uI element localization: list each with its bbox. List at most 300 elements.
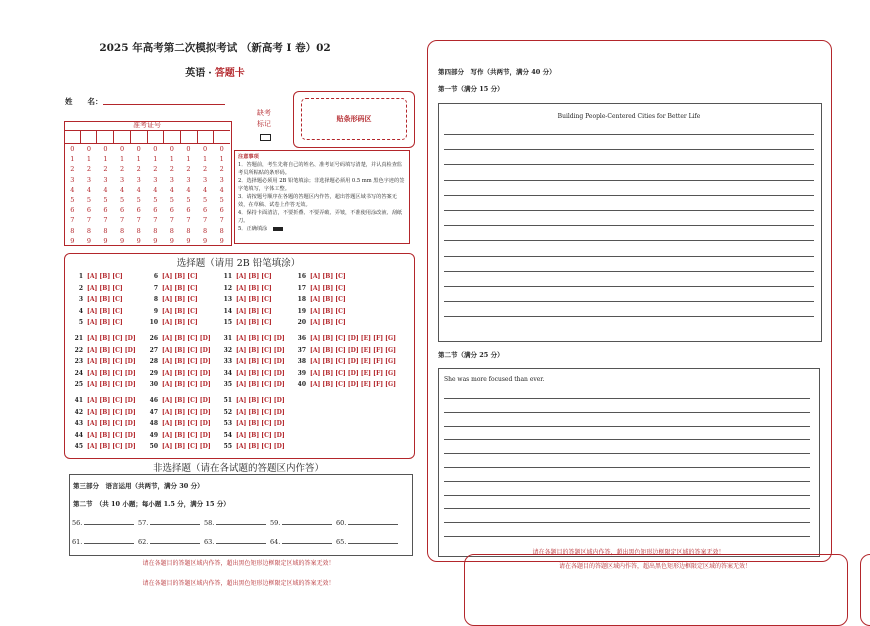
digit-option[interactable]: 5 <box>219 196 224 205</box>
answer-options[interactable]: [A] [B] [C] [D] [E] [F] [G] <box>310 335 396 342</box>
blank-line[interactable] <box>84 524 134 525</box>
digit-option[interactable]: 9 <box>86 236 91 245</box>
answer-options[interactable]: [A] [B] [C] <box>87 284 123 292</box>
mcq-question-35[interactable] <box>222 381 285 388</box>
digit-option[interactable]: 4 <box>153 185 158 194</box>
barcode-area: 贴条形码区 <box>301 98 407 140</box>
answer-options[interactable]: [A] [B] [C] <box>87 319 123 327</box>
answer-options[interactable]: [A] [B] [C] <box>162 273 198 280</box>
blank-answer-field[interactable] <box>138 519 200 527</box>
absent-mark-box[interactable] <box>260 134 271 141</box>
mcq-question-34[interactable] <box>222 370 285 377</box>
mcq-question-42[interactable] <box>73 409 136 416</box>
blank-line[interactable] <box>282 524 332 525</box>
digit-option[interactable]: 0 <box>153 145 158 153</box>
digit-option[interactable]: 8 <box>70 226 75 235</box>
answer-options[interactable]: [A] [B] [C] [D] <box>87 443 136 451</box>
mcq-question-22[interactable] <box>73 347 136 354</box>
blank-answer-field[interactable] <box>138 538 200 546</box>
answer-options[interactable]: [A] [B] [C] <box>310 296 346 304</box>
digit-option[interactable]: 2 <box>202 165 208 174</box>
digit-option[interactable]: 1 <box>169 155 174 164</box>
digit-option[interactable]: 7 <box>169 216 174 225</box>
digit-option[interactable]: 0 <box>120 145 125 153</box>
blank-line[interactable] <box>150 524 200 525</box>
blank-line[interactable] <box>216 524 266 525</box>
digit-option[interactable]: 6 <box>169 206 174 215</box>
mcq-question-55[interactable] <box>222 443 285 450</box>
answer-options[interactable]: [A] [B] [C] [D] [E] [F] [G] <box>310 369 396 377</box>
question-number: 31 <box>223 335 232 342</box>
answer-options[interactable]: [A] [B] [C] <box>87 273 123 280</box>
digit-option[interactable]: 5 <box>86 196 91 205</box>
writing-line[interactable] <box>444 149 814 150</box>
digit-option[interactable]: 0 <box>202 145 208 153</box>
question-number: 38 <box>297 358 306 366</box>
digit-option[interactable]: 7 <box>120 216 125 225</box>
digit-option[interactable]: 4 <box>120 185 125 194</box>
digit-option[interactable]: 2 <box>70 165 75 174</box>
answer-options[interactable]: [A] [B] [C] [D] <box>236 346 285 354</box>
digit-option[interactable]: 8 <box>202 226 208 235</box>
answer-options[interactable]: [A] [B] [C] <box>310 273 346 280</box>
digit-option[interactable]: 8 <box>219 226 224 235</box>
mcq-question-50[interactable] <box>148 443 211 450</box>
digit-column[interactable] <box>130 144 147 246</box>
digit-option[interactable]: 9 <box>153 236 158 245</box>
mcq-question-51[interactable] <box>222 397 285 404</box>
digit-option[interactable]: 3 <box>169 175 174 184</box>
mcq-question-3[interactable] <box>73 296 123 303</box>
digit-option[interactable]: 8 <box>186 226 191 235</box>
blank-number: 63. <box>204 538 215 546</box>
mcq-question-43[interactable] <box>73 420 136 427</box>
digit-option[interactable]: 4 <box>219 185 224 194</box>
digit-option[interactable]: 3 <box>219 175 224 184</box>
digit-option[interactable]: 3 <box>120 175 125 184</box>
question-number: 45 <box>74 443 83 451</box>
answer-options[interactable]: [A] [B] [C] <box>162 319 198 327</box>
mcq-question-33[interactable] <box>222 358 285 365</box>
blank-number: 58. <box>204 519 215 527</box>
question-number: 52 <box>223 408 232 416</box>
answer-options[interactable]: [A] [B] [C] [D] <box>162 369 211 377</box>
answer-options[interactable]: [A] [B] [C] <box>310 307 346 315</box>
writing-line[interactable] <box>444 210 814 211</box>
digit-option[interactable]: 4 <box>70 185 75 194</box>
digit-option[interactable]: 3 <box>202 175 208 184</box>
mcq-question-9[interactable] <box>148 308 198 315</box>
answer-options[interactable]: [A] [B] [C] [D] <box>236 443 285 451</box>
digit-option[interactable]: 4 <box>136 185 141 194</box>
mcq-question-17[interactable] <box>296 285 346 292</box>
question-number: 36 <box>297 335 306 342</box>
digit-option[interactable]: 2 <box>136 165 141 174</box>
page-title: 2025 年高考第二次模拟考试 （新高考 I 卷）02 <box>99 42 331 54</box>
mcq-question-32[interactable] <box>222 347 285 354</box>
writing-line[interactable] <box>444 412 810 413</box>
digit-option[interactable]: 8 <box>169 226 174 235</box>
digit-option[interactable]: 7 <box>136 216 141 225</box>
mcq-question-31[interactable] <box>222 335 285 342</box>
answer-options[interactable]: [A] [B] [C] [D] <box>87 358 136 366</box>
answer-options[interactable]: [A] [B] [C] [D] <box>162 335 211 342</box>
digit-option[interactable]: 1 <box>186 155 191 164</box>
blank-line[interactable] <box>84 543 134 544</box>
mcq-question-29[interactable] <box>148 370 211 377</box>
answer-options[interactable]: [A] [B] [C] <box>236 319 272 327</box>
digit-option[interactable]: 6 <box>86 206 91 215</box>
answer-options[interactable]: [A] [B] [C] [D] <box>162 443 211 451</box>
blank-line[interactable] <box>216 543 266 544</box>
writing-line[interactable] <box>444 426 810 427</box>
blank-line[interactable] <box>348 543 398 544</box>
digit-option[interactable]: 0 <box>103 145 108 153</box>
mcq-question-26[interactable] <box>148 335 211 342</box>
digit-option[interactable]: 6 <box>70 206 75 215</box>
digit-option[interactable]: 3 <box>86 175 91 184</box>
mcq-question-25[interactable] <box>73 381 136 388</box>
question-number: 22 <box>74 346 83 354</box>
digit-option[interactable]: 1 <box>70 155 75 164</box>
digit-option[interactable]: 5 <box>136 196 141 205</box>
digit-option[interactable]: 8 <box>86 226 91 235</box>
writing-line[interactable] <box>444 164 814 165</box>
digit-option[interactable]: 9 <box>169 236 174 245</box>
answer-options[interactable]: [A] [B] [C] [D] <box>87 381 136 389</box>
digit-option[interactable]: 0 <box>136 145 141 153</box>
answer-options[interactable]: [A] [B] [C] <box>236 273 272 280</box>
notice-item: 1．答题前，考生先将自己的姓名、准考证号码填写清楚，并认真检查监考员所粘贴的条形码。 <box>238 162 403 176</box>
writing-line[interactable] <box>444 481 810 482</box>
mcq-question-21[interactable] <box>73 335 136 342</box>
non-mcq-title: 非选择题（请在各试题的答题区内作答） <box>152 463 324 474</box>
mcq-question-30[interactable] <box>148 381 211 388</box>
digit-option[interactable]: 5 <box>70 196 75 205</box>
writing-box-2[interactable] <box>438 368 820 557</box>
mcq-question-38[interactable] <box>296 358 396 365</box>
digit-option[interactable]: 9 <box>202 236 208 245</box>
digit-column[interactable] <box>197 144 214 246</box>
digit-option[interactable]: 7 <box>219 216 224 225</box>
question-number: 15 <box>223 319 232 327</box>
answer-options[interactable]: [A] [B] [C] [D] <box>236 381 285 389</box>
mcq-question-8[interactable] <box>148 296 198 303</box>
mcq-question-1[interactable] <box>73 273 123 280</box>
writing-box-1[interactable] <box>438 103 822 342</box>
answer-options[interactable]: [A] [B] [C] [D] <box>87 420 136 428</box>
digit-option[interactable]: 3 <box>186 175 191 184</box>
answer-options[interactable]: [A] [B] [C] [D] <box>236 408 285 416</box>
mcq-question-20[interactable] <box>296 319 346 326</box>
mcq-question-11[interactable] <box>222 273 272 280</box>
question-number: 34 <box>223 369 232 377</box>
blank-answer-field[interactable] <box>270 538 332 546</box>
mcq-question-16[interactable] <box>296 273 346 280</box>
mcq-question-52[interactable] <box>222 409 285 416</box>
digit-column[interactable] <box>64 144 81 246</box>
blank-line[interactable] <box>348 524 398 525</box>
blank-line[interactable] <box>150 543 200 544</box>
blank-answer-field[interactable] <box>204 519 266 527</box>
digit-column[interactable] <box>164 144 181 246</box>
digit-option[interactable]: 8 <box>153 226 158 235</box>
digit-option[interactable]: 2 <box>103 165 108 174</box>
digit-option[interactable]: 5 <box>153 196 158 205</box>
digit-option[interactable]: 5 <box>103 196 108 205</box>
writing-line[interactable] <box>444 225 814 226</box>
digit-option[interactable]: 2 <box>219 165 224 174</box>
writing-line[interactable] <box>444 536 810 537</box>
mcq-question-41[interactable] <box>73 397 136 404</box>
digit-option[interactable]: 7 <box>202 216 208 225</box>
mcq-question-47[interactable] <box>148 409 211 416</box>
answer-options[interactable]: [A] [B] [C] [D] <box>162 346 211 354</box>
writing-line[interactable] <box>444 286 814 287</box>
digit-option[interactable]: 4 <box>169 185 174 194</box>
answer-options[interactable]: [A] [B] [C] <box>310 319 346 327</box>
name-field[interactable] <box>103 104 225 105</box>
digit-option[interactable]: 1 <box>103 155 108 164</box>
notice-heading: 注意事项 <box>238 154 259 160</box>
mcq-question-48[interactable] <box>148 420 211 427</box>
digit-option[interactable]: 9 <box>120 236 125 245</box>
answer-options[interactable]: [A] [B] [C] [D] <box>236 420 285 428</box>
digit-option[interactable]: 0 <box>186 145 191 153</box>
ticket-number-cells[interactable] <box>64 130 230 144</box>
mcq-question-46[interactable] <box>148 397 211 404</box>
writing-line[interactable] <box>444 439 810 440</box>
digit-option[interactable]: 3 <box>136 175 141 184</box>
mcq-question-13[interactable] <box>222 296 272 303</box>
digit-option[interactable]: 4 <box>186 185 191 194</box>
digit-option[interactable]: 7 <box>70 216 75 225</box>
question-number: 12 <box>223 284 232 292</box>
mcq-question-2[interactable] <box>73 285 123 292</box>
writing-line[interactable] <box>444 522 810 523</box>
answer-options[interactable]: [A] [B] [C] [D] <box>87 335 136 342</box>
digit-option[interactable]: 2 <box>169 165 174 174</box>
question-number: 16 <box>297 273 306 280</box>
answer-options[interactable]: [A] [B] [C] [D] <box>162 381 211 389</box>
digit-option[interactable]: 9 <box>103 236 108 245</box>
digit-option[interactable]: 1 <box>86 155 91 164</box>
digit-option[interactable]: 0 <box>219 145 224 153</box>
writing-line[interactable] <box>444 301 814 302</box>
blank-answer-field[interactable] <box>72 519 134 527</box>
digit-option[interactable]: 2 <box>120 165 125 174</box>
answer-options[interactable]: [A] [B] [C] [D] <box>87 346 136 354</box>
answer-options[interactable]: [A] [B] [C] <box>162 296 198 304</box>
digit-option[interactable]: 6 <box>153 206 158 215</box>
blank-answer-field[interactable] <box>204 538 266 546</box>
digit-option[interactable]: 7 <box>186 216 191 225</box>
digit-option[interactable]: 7 <box>103 216 108 225</box>
answer-options[interactable]: [A] [B] [C] [D] <box>162 358 211 366</box>
answer-options[interactable]: [A] [B] [C] <box>236 296 272 304</box>
digit-option[interactable]: 6 <box>103 206 108 215</box>
blank-answer-field[interactable] <box>270 519 332 527</box>
digit-option[interactable]: 2 <box>86 165 91 174</box>
digit-option[interactable]: 3 <box>103 175 108 184</box>
answer-options[interactable]: [A] [B] [C] [D] <box>162 408 211 416</box>
mcq-question-6[interactable] <box>148 273 198 280</box>
digit-option[interactable]: 8 <box>120 226 125 235</box>
digit-option[interactable]: 6 <box>202 206 208 215</box>
digit-option[interactable]: 8 <box>136 226 141 235</box>
digit-option[interactable]: 6 <box>136 206 141 215</box>
digit-column[interactable] <box>114 144 131 246</box>
answer-options[interactable]: [A] [B] [C] [D] <box>162 420 211 428</box>
mcq-question-18[interactable] <box>296 296 346 303</box>
mcq-question-27[interactable] <box>148 347 211 354</box>
writing-line[interactable] <box>444 453 810 454</box>
ticket-digit-columns[interactable] <box>64 144 230 246</box>
writing-line[interactable] <box>444 180 814 181</box>
digit-option[interactable]: 5 <box>186 196 191 205</box>
answer-options[interactable]: [A] [B] [C] [D] <box>236 358 285 366</box>
subtitle-separator: · <box>208 68 212 79</box>
writing-prompt-1: Building People-Centered Cities for Better Life <box>557 113 701 120</box>
digit-option[interactable]: 4 <box>202 185 208 194</box>
digit-option[interactable]: 5 <box>202 196 208 205</box>
mcq-question-15[interactable] <box>222 319 272 326</box>
digit-option[interactable]: 7 <box>86 216 91 225</box>
blank-answer-field[interactable] <box>336 519 398 527</box>
warning-text: 请在各题目的答题区域内作答，超出黑色矩形边框限定区域的答案无效！ <box>142 580 335 587</box>
digit-option[interactable]: 9 <box>219 236 224 245</box>
digit-column[interactable] <box>97 144 114 246</box>
digit-option[interactable]: 1 <box>219 155 224 164</box>
question-number: 54 <box>223 431 232 439</box>
answer-options[interactable]: [A] [B] [C] [D] [E] [F] [G] <box>310 358 396 366</box>
answer-options[interactable]: [A] [B] [C] <box>162 284 198 292</box>
blank-answer-field[interactable] <box>72 538 134 546</box>
question-number: 3 <box>78 296 83 304</box>
answer-options[interactable]: [A] [B] [C] [D] [E] [F] [G] <box>310 346 396 354</box>
digit-column[interactable] <box>81 144 98 246</box>
digit-option[interactable]: 5 <box>120 196 125 205</box>
question-number: 19 <box>297 307 306 315</box>
digit-option[interactable]: 1 <box>202 155 208 164</box>
digit-option[interactable]: 1 <box>136 155 141 164</box>
question-number: 17 <box>297 284 306 292</box>
answer-options[interactable]: [A] [B] [C] <box>87 296 123 304</box>
answer-options[interactable]: [A] [B] [C] [D] <box>236 431 285 439</box>
writing-line[interactable] <box>444 495 810 496</box>
blank-answer-field[interactable] <box>336 538 398 546</box>
digit-option[interactable]: 3 <box>153 175 158 184</box>
writing-line[interactable] <box>444 508 810 509</box>
mcq-question-37[interactable] <box>296 347 396 354</box>
digit-option[interactable]: 1 <box>153 155 158 164</box>
mcq-question-44[interactable] <box>73 432 136 439</box>
writing-line[interactable] <box>444 316 814 317</box>
digit-option[interactable]: 6 <box>219 206 224 215</box>
writing-line[interactable] <box>444 256 814 257</box>
digit-option[interactable]: 0 <box>169 145 174 153</box>
mcq-question-45[interactable] <box>73 443 136 450</box>
mcq-question-7[interactable] <box>148 285 198 292</box>
digit-option[interactable]: 8 <box>103 226 108 235</box>
blank-line[interactable] <box>282 543 332 544</box>
answer-options[interactable]: [A] [B] [C] [D] <box>162 431 211 439</box>
writing-line[interactable] <box>444 240 814 241</box>
notice-item: 3．请按题号顺序在各题的答题区内作答，超出答题区域书写的答案无效，在草稿、试卷上作答无效。 <box>238 194 397 208</box>
answer-options[interactable]: [A] [B] [C] <box>162 307 198 315</box>
digit-column[interactable] <box>213 144 230 246</box>
writing-line[interactable] <box>444 134 814 135</box>
mcq-question-28[interactable] <box>148 358 211 365</box>
digit-option[interactable]: 9 <box>136 236 141 245</box>
digit-option[interactable]: 2 <box>186 165 191 174</box>
mcq-question-40[interactable] <box>296 381 396 388</box>
mcq-question-39[interactable] <box>296 370 396 377</box>
mcq-question-49[interactable] <box>148 432 211 439</box>
digit-option[interactable]: 9 <box>186 236 191 245</box>
digit-option[interactable]: 0 <box>70 145 75 153</box>
answer-card-label: 答题卡 <box>214 68 245 79</box>
answer-options[interactable]: [A] [B] [C] <box>236 284 272 292</box>
question-number: 55 <box>223 443 232 451</box>
digit-option[interactable]: 5 <box>169 196 174 205</box>
digit-option[interactable]: 6 <box>120 206 125 215</box>
answer-options[interactable]: [A] [B] [C] [D] <box>162 397 211 404</box>
digit-column[interactable] <box>147 144 164 246</box>
writing-line[interactable] <box>444 398 810 399</box>
edge-frame <box>860 554 870 626</box>
mcq-question-53[interactable] <box>222 420 285 427</box>
digit-option[interactable]: 1 <box>120 155 125 164</box>
digit-option[interactable]: 2 <box>153 165 158 174</box>
digit-option[interactable]: 7 <box>153 216 158 225</box>
answer-options[interactable]: [A] [B] [C] [D] <box>87 369 136 377</box>
subject-label: 英语 <box>185 68 206 79</box>
answer-options[interactable]: [A] [B] [C] [D] <box>236 369 285 377</box>
writing-line[interactable] <box>444 271 814 272</box>
mcq-question-36[interactable] <box>296 335 396 342</box>
answer-options[interactable]: [A] [B] [C] [D] <box>236 335 285 342</box>
writing-line[interactable] <box>444 467 810 468</box>
mcq-question-5[interactable] <box>73 319 123 326</box>
answer-options[interactable]: [A] [B] [C] <box>236 307 272 315</box>
mcq-question-14[interactable] <box>222 308 272 315</box>
answer-options[interactable]: [A] [B] [C] <box>87 307 123 315</box>
answer-options[interactable]: [A] [B] [C] [D] <box>236 397 285 404</box>
digit-option[interactable]: 9 <box>70 236 75 245</box>
mcq-question-19[interactable] <box>296 308 346 315</box>
mcq-question-12[interactable] <box>222 285 272 292</box>
digit-option[interactable]: 0 <box>86 145 91 153</box>
digit-option[interactable]: 4 <box>86 185 91 194</box>
mcq-question-54[interactable] <box>222 432 285 439</box>
digit-option[interactable]: 4 <box>103 185 108 194</box>
answer-options[interactable]: [A] [B] [C] [D] <box>87 408 136 416</box>
mcq-question-4[interactable] <box>73 308 123 315</box>
mcq-question-23[interactable] <box>73 358 136 365</box>
mcq-question-10[interactable] <box>148 319 198 326</box>
writing-line[interactable] <box>444 195 814 196</box>
answer-options[interactable]: [A] [B] [C] [D] [E] [F] [G] <box>310 381 396 389</box>
mcq-question-24[interactable] <box>73 370 136 377</box>
digit-option[interactable]: 6 <box>186 206 191 215</box>
digit-column[interactable] <box>180 144 197 246</box>
blank-number: 57. <box>138 519 149 527</box>
answer-options[interactable]: [A] [B] [C] [D] <box>87 431 136 439</box>
digit-option[interactable]: 3 <box>70 175 75 184</box>
answer-options[interactable]: [A] [B] [C] [D] <box>87 397 136 404</box>
answer-options[interactable]: [A] [B] [C] <box>310 284 346 292</box>
